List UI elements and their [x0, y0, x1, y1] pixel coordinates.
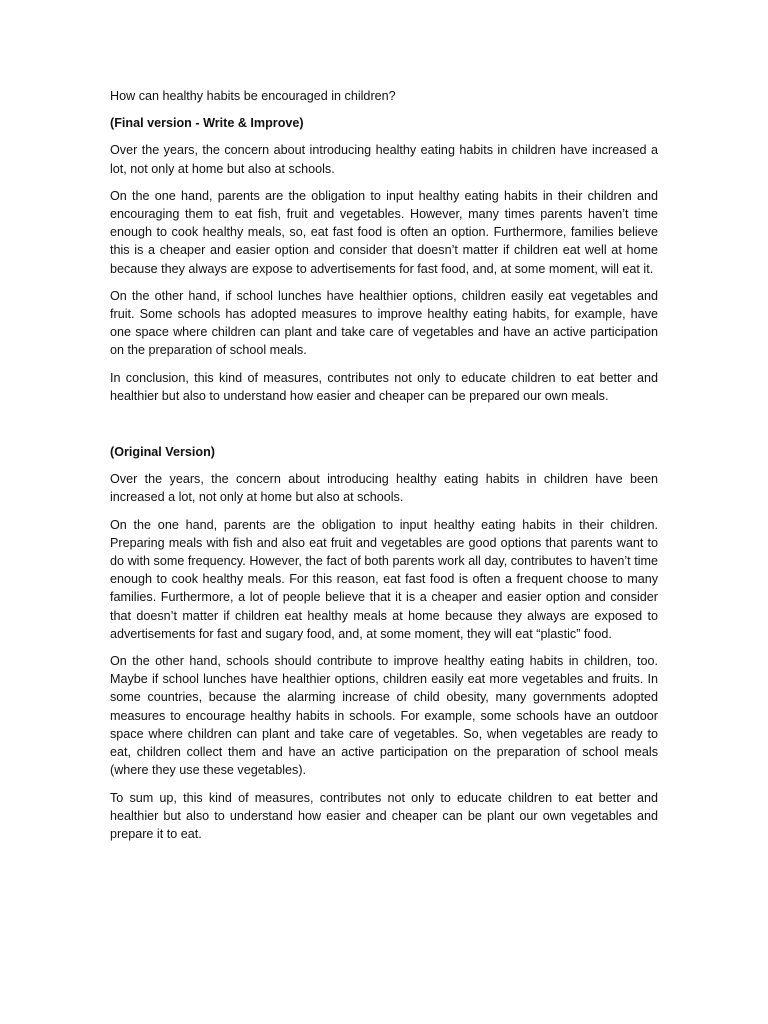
final-version-heading: (Final version - Write & Improve) [110, 116, 304, 131]
paragraph: Over the years, the concern about introducing healthy eating habits in children have been increased a lot, not only at home but also at schools. [110, 472, 658, 505]
section-spacer [110, 414, 658, 443]
document-title: How can healthy habits be encouraged in children? [110, 89, 396, 103]
paragraph: In conclusion, this kind of measures, contributes not only to educate children to eat better and healthier but also to understand how easier and cheaper can be prepared our own meals. [110, 370, 658, 403]
document-page [110, 87, 658, 852]
paragraph: On the other hand, schools should contribute to improve healthy eating habits in children, too. Maybe if school lunches have healthier options, children easily eat more vegetables and fruits. In some countries, because the alarming increase of child obesity, many governments adopted measures to encourage healthy habits in schools. For example, some schools have an outdoor space where children can plant and take care of vegetables. So, when vegetables are ready to eat, children collect them and have an active participation on the preparation of school meals (where they use these vegetables). [110, 654, 658, 778]
final-version-section [110, 114, 658, 405]
paragraph: On the one hand, parents are the obligation to input healthy eating habits in their children. Preparing meals with fish and also eat fruit and vegetables are good options that parents want to do with some frequency. However, the fact of both parents work all day, contributes to haven’t time enough to cook healthy meals. For this reason, eat fast food is often a frequent choose to many families. Furthermore, a lot of people believe that it is a cheaper and easier option and consider that doesn’t matter if children eat healthy meals at home because they always are exposed to advertisements for fast and sugary food, and, at some moment, they will eat “plastic” food. [110, 517, 658, 641]
paragraph: On the one hand, parents are the obligation to input healthy eating habits in their children and encouraging them to eat fish, fruit and vegetables. However, many times parents haven’t time enough to cook healthy meals, so, eat fast food is often an option. Furthermore, families believe this is a cheaper and easier option and consider that doesn’t matter if children eat well at home because they always are expose to advertisements for fast food, and, at some moment, will eat it. [110, 188, 658, 276]
original-version-section [110, 443, 658, 843]
original-version-heading: (Original Version) [110, 445, 215, 460]
paragraph: Over the years, the concern about introducing healthy eating habits in children have increased a lot, not only at home but also at schools. [110, 143, 658, 176]
paragraph: On the other hand, if school lunches have healthier options, children easily eat vegetables and fruit. Some schools has adopted measures to improve healthy eating habits, for example, have one space where children can plant and take care of vegetables and have an active participation on the preparation of school meals. [110, 288, 658, 358]
paragraph: To sum up, this kind of measures, contributes not only to educate children to eat better and healthier but also to understand how easier and cheaper can be plant our own vegetables and prepare it to eat. [110, 790, 658, 841]
